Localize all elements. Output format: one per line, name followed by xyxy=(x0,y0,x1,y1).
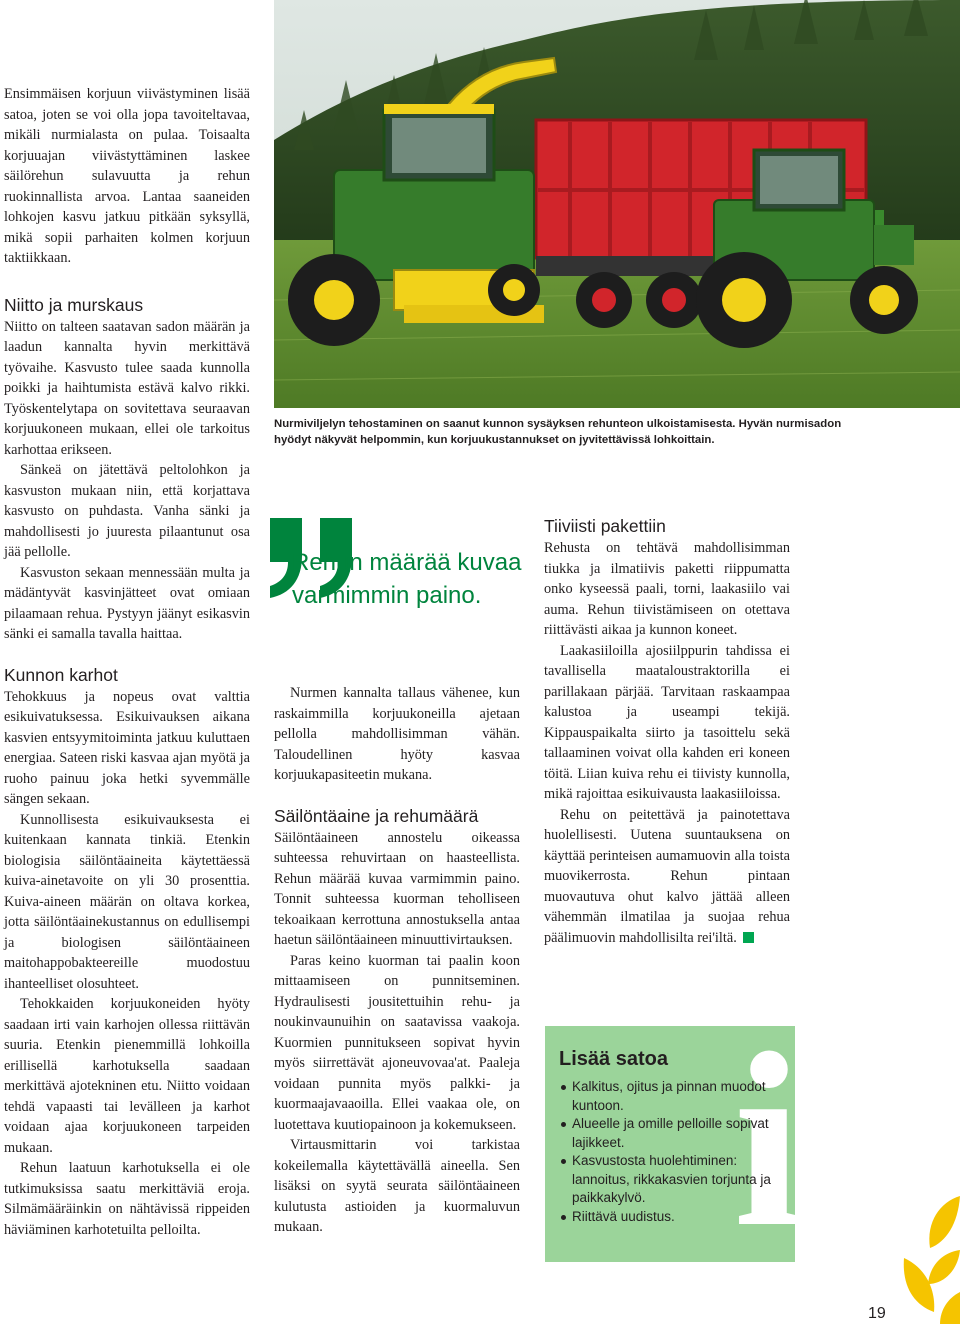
paragraph: Laakasiiloilla ajosiilppurin tahdissa ei tavallisella maataloustraktorilla ei parillakaan pärjää. Tarvitaan raskaampaa kalustoa ja useampi tekijä. Kippauspaikalta siirto ja tasoittelu sekä tallaaminen voivat olla kahden eri koneen töitä. Liian kuiva rehu ei tiivisty kunnolla, mikä rajoittaa esikuivausta laakasiiloissa. xyxy=(544,642,790,802)
heading-tiiviisti: Tiiviisti pakettiin xyxy=(544,516,666,536)
heading-sailontaaine: Säilöntäaine ja rehumäärä xyxy=(274,805,479,826)
paragraph: Rehusta on tehtävä mahdollisimman tiukka ja ilmatiivis paketti riippumatta onko kyseessä paali, torni, laakasiilo vai auma. Rehun tiivistämiseen on otettava riittävästi aikaa ja kunnon koneet. xyxy=(544,540,790,638)
end-mark-icon xyxy=(743,932,754,943)
paragraph: Sänkeä on jätettävä peltolohkon ja kasvuston mukaan niin, että korjattava kasvusto on puhdasta. Vanha sänki ja mahdollisesti jo juuresta pilaantunut osa jää pellolle. xyxy=(4,462,250,560)
paragraph: Tehokkaiden korjuukoneiden hyöty saadaan irti vain karhojen ollessa riittävän suuria. Etenkin pienemmillä lohkoilla erillisellä karhotuksella saadaan merkittävä ajotekninen etu. Niitto voidaan tehdä vapaasti tai levälleen ja karhot voidaan ajaa korjuukoneen tarpeiden mukaan. xyxy=(4,996,250,1156)
middle-column xyxy=(274,683,520,1238)
list-item: Riittävä uudistus. xyxy=(559,1208,789,1227)
info-list xyxy=(559,1078,789,1226)
paragraph: Säilöntäaineen annostelu oikeassa suhteessa rehuvirtaan on haasteellista. Rehun määrää kuvaa varmimmin paino. Tonnit suhteessa kuorman teholliseen tekoaikaan kerrottuna annostuksella antaa haetun säilöntäaineen minuuttivirtauksen. xyxy=(274,829,520,948)
paragraph: Rehun laatuun karhotuksella ei ole tutkimuksissa saatu merkittäviä eroja. Silmämääräinkin on nähtävissä rippeiden häviäminen karhotetuilta pelloilta. xyxy=(4,1160,250,1238)
paragraph-text: Rehu on peitettävä ja painotettava huolellisesti. Uutena suuntauksena on käyttää perinteisen aumamuovin alla toista muovikerrosta. Rehun pintaan muovautuva ohut kalvo jättää alleen vähemmän ilmatilaa ja suojaa rehua päälimuovin mahdollisilta rei'iltä. xyxy=(544,806,790,946)
heading-karhot: Kunnon karhot xyxy=(4,664,118,685)
page-number: 19 xyxy=(868,1305,886,1322)
info-letter-icon: i xyxy=(733,1002,803,1279)
paragraph: Niitto on talteen saatavan sadon määrän ja laadun kannalta hyvin merkittävä työvaihe. Kasvusto tulee saada kunnolla poikki ja haihtumista estävä kalvo rikki. Työskentelytapa on sovitettava seuraavan korjuukoneen mukaan, ellei ole tarkoitus karhottaa erikseen. xyxy=(4,318,250,458)
forage-harvester-illustration xyxy=(274,0,960,408)
paragraph: Nurmen kannalta tallaus vähenee, kun raskaimmilla korjuukoneilla ajetaan pellolla mahdollisimman vähän. Taloudellinen hyöty kasvaa korjuukapasiteetin mukana. xyxy=(274,685,520,783)
info-box xyxy=(545,1002,803,1279)
paragraph: Virtausmittarin voi tarkistaa kokeilemalla käytettävällä aineella. Sen lisäksi on syytä seurata säilöntäaineen kulutusta astioiden ja kuormaluvun mukaan. xyxy=(274,1137,520,1235)
paragraph: Kasvuston sekaan mennessään multa ja mädäntyvät kasvinjätteet ovat omiaan pilaamaan rehua. Pystyyn jäänyt esikasvin sänki ei samalla tavalla haittaa. xyxy=(4,564,250,642)
list-item: Kasvustosta huolehtiminen: lannoitus, rikkakasvien torjunta ja paikkakylvö. xyxy=(559,1152,789,1208)
paragraph: Kunnollisesta esikuivauksesta ei kuitenkaan kannata tinkiä. Etenkin biologisia säilöntäaineita käytettäessä kuiva-ainetavoite on yli 30 prosenttia. Kuiva-aineen määrän on oltava korkea, jotta säilöntäainekustannus on edullisempi ja biologisen säilöntäaineen maitohappobakteereille muodostuu ihanteelliset olosuhteet. xyxy=(4,811,250,992)
right-column xyxy=(544,514,790,948)
wheat-leaf-logo-icon xyxy=(900,1188,960,1324)
list-item: Kalkitus, ojitus ja pinnan muodot kuntoon. xyxy=(559,1078,789,1115)
heading-niitto: Niitto ja murskaus xyxy=(4,294,144,315)
pull-quote: Rehun määrää kuvaa varmimmin paino. xyxy=(292,549,522,609)
paragraph: Paras keino kuorman tai paalin koon mittaamiseen on punnitseminen. Hydraulisesti jousitettuihin rehu- ja noukinvaunuihin on saatavissa vaakoja. Kuormien punnitukseen sopivat hyvin myös siirrettävät ajoneuvovaa'at. Paaleja voidaan punnita myös palkki- ja kuormaajavaaoilla. Ellei vaakaa ole, on luotettava kuutiopainoon ja kokemukseen. xyxy=(274,952,520,1133)
photo-caption: Nurmiviljelyn tehostaminen on saanut kunnon sysäyksen rehunteon ulkoistamisesta. Hyvän nurmisadon hyödyt näkyvät helpommin, kun korjuukustannukset on jyvitettävissä lohkoittain. xyxy=(274,418,842,446)
list-item: Alueelle ja omille pelloille sopivat lajikkeet. xyxy=(559,1115,789,1152)
intro-paragraph: Ensimmäisen korjuun viivästyminen lisää satoa, joten se voi olla jopa tavoiteltavaa, mikäli nurmialasta on pulaa. Toisaalta korjuuajan viivästyttäminen laskee säilörehun sulavuutta ja rehun ruokinnallista arvoa. Lantaa saaneiden lohkojen kasvu jatkuu pitkään syksyllä, mikä sopii parhaiten kolmen korjuun taktiikkaan. xyxy=(4,86,250,266)
paragraph: Tehokkuus ja nopeus ovat valttia esikuivatuksessa. Esikuivauksen aikana kasvien entsyymitoiminta jatkuu kuluttaen energiaa. Sateen riski kasvaa ajan myötä ja ruoho painuu joka hetki syvemmälle sängen sekaan. xyxy=(4,688,250,807)
left-column xyxy=(4,84,250,1240)
info-box-title: Lisää satoa xyxy=(559,1048,668,1070)
paragraph xyxy=(544,805,790,949)
harvest-photo xyxy=(274,0,960,408)
